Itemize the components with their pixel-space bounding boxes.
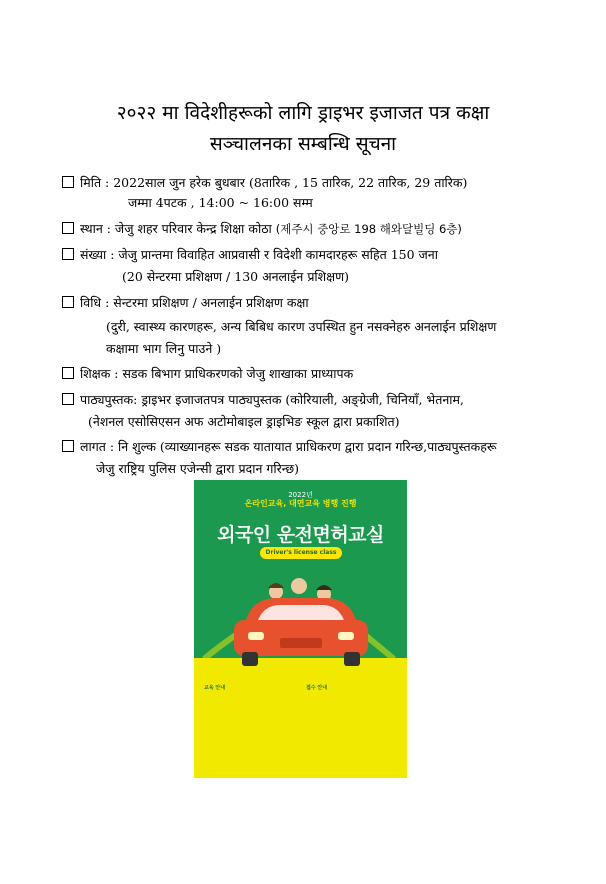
place-item	[62, 219, 462, 239]
checkbox-icon	[62, 440, 74, 452]
count-item	[62, 245, 438, 265]
checkbox-icon	[62, 393, 74, 405]
date-text-cont: जम्मा 4पटक , 14:00 ~ 16:00 सम्म	[128, 195, 313, 210]
date-text: मिति : 2022साल जुन हरेक बुधबार (8तारिक , 15 तारिक, 22 तारिक, 29 तारिक)	[80, 175, 468, 190]
textbook-item	[62, 390, 464, 410]
poster-info-panel	[194, 658, 407, 778]
poster-subtitle: 온라인교육, 대면교육 병행 진행	[244, 499, 357, 508]
method-text: विधि : सेन्टरमा प्रशिक्षण / अनलाईन प्रशिक्षण कक्षा	[80, 295, 309, 310]
title-line-2: सञ्चालनका सम्बन्धि सूचना	[209, 133, 397, 155]
checkbox-icon	[62, 367, 74, 379]
car-illustration	[194, 564, 407, 674]
method-text-cont-2: कक्षामा भाग लिनु पाउने )	[106, 341, 222, 356]
poster-pill: Driver's license class	[260, 547, 342, 559]
textbook-text: पाठ्यपुस्तक: ड्राइभर इजाजतपत्र पाठ्यपुस्तक (कोरियाली, अङ्ग्रेजी, चिनियाँ, भेतनाम,	[80, 392, 464, 407]
checkbox-icon	[62, 296, 74, 308]
textbook-text-cont: (नेशनल एसोसिएसन अफ अटोमोबाइल ड्राइभिङ स्कूल द्वारा प्रकाशित)	[88, 414, 400, 429]
place-korean-address: (제주시 중앙로 198 해와달빌딩 6층)	[275, 222, 462, 236]
teacher-text: शिक्षक : सडक बिभाग प्राधिकरणको जेजु शाखाका प्राध्यापक	[80, 366, 354, 381]
place-text: स्थान : जेजु शहर परिवार केन्द्र शिक्षा कोठा	[80, 221, 272, 236]
checkbox-icon	[62, 248, 74, 260]
checkbox-icon	[62, 222, 74, 234]
count-text-cont: (20 सेन्टरमा प्रशिक्षण / 130 अनलाईन प्रशिक्षण)	[122, 269, 350, 284]
date-item	[62, 173, 467, 193]
cost-item	[62, 437, 497, 457]
title-line-1: २०२२ मा विदेशीहरूको लागि ड्राइभर इजाजत पत्र कक्षा	[116, 102, 490, 124]
poster-title: 외국인 운전면허교실	[217, 524, 384, 546]
teacher-item	[62, 364, 353, 384]
poster-right-heading: 접수 안내	[306, 685, 328, 691]
count-text: संख्या : जेजु प्रान्तमा विवाहित आप्रवासी र विदेशी कामदारहरू सहित 150 जना	[80, 247, 438, 262]
poster-left-column	[204, 684, 299, 694]
poster-year: 2022년	[288, 491, 313, 499]
checkbox-icon	[62, 176, 74, 188]
poster-right-column	[306, 684, 401, 694]
driver-license-class-poster	[194, 480, 407, 778]
method-item	[62, 293, 309, 313]
cost-text: लागत : नि शुल्क (व्याख्यानहरू सडक यातायात प्राधिकरण द्वारा प्रदान गरिन्छ,पाठ्यपुस्तकहरू	[80, 439, 497, 454]
cost-text-cont: जेजु राष्ट्रिय पुलिस एजेन्सी द्वारा प्रदान गरिन्छ)	[96, 461, 299, 476]
method-text-cont-1: (दुरी, स्वास्थ्य कारणहरू, अन्य बिबिध कारण उपस्थित हुन नसक्नेहरु अनलाईन प्रशिक्षण	[106, 319, 497, 334]
poster-left-heading: 교육 안내	[204, 685, 226, 691]
